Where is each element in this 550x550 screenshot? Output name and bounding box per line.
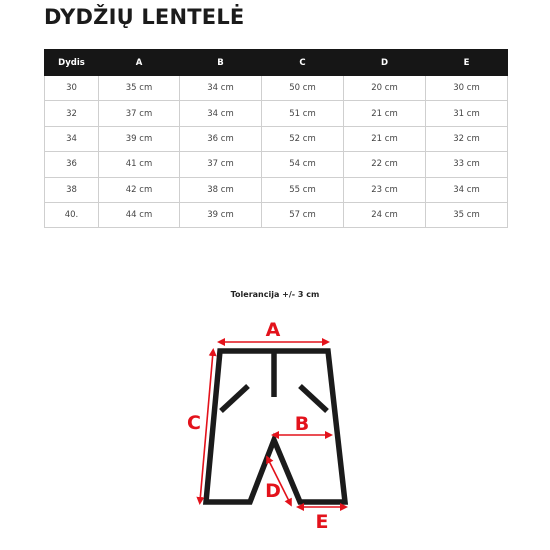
table-cell: 37 cm xyxy=(99,101,180,126)
table-cell: 38 xyxy=(45,177,99,202)
label-a: A xyxy=(265,319,281,341)
label-c: C xyxy=(187,412,201,434)
table-cell: 57 cm xyxy=(262,202,344,227)
label-b: B xyxy=(294,413,310,435)
table-cell: 34 cm xyxy=(426,177,508,202)
label-e: E xyxy=(315,511,329,533)
table-cell: 54 cm xyxy=(262,152,344,177)
table-cell: 21 cm xyxy=(344,126,426,151)
table-cell: 30 cm xyxy=(426,76,508,101)
table-cell: 21 cm xyxy=(344,101,426,126)
table-cell: 22 cm xyxy=(344,152,426,177)
table-cell: 39 cm xyxy=(99,126,180,151)
table-cell: 52 cm xyxy=(262,126,344,151)
table-cell: 34 cm xyxy=(180,76,262,101)
table-cell: 20 cm xyxy=(344,76,426,101)
table-cell: 33 cm xyxy=(426,152,508,177)
page-title: DYDŽIŲ LENTELĖ xyxy=(44,5,245,29)
table-cell: 40. xyxy=(45,202,99,227)
header-e: E xyxy=(426,50,508,76)
table-cell: 23 cm xyxy=(344,177,426,202)
left-pocket xyxy=(221,386,248,411)
right-pocket xyxy=(300,386,327,411)
header-d: D xyxy=(344,50,426,76)
tolerance-note: Tolerancija +/- 3 cm xyxy=(230,290,320,299)
table-cell: 39 cm xyxy=(180,202,262,227)
table-cell: 36 cm xyxy=(180,126,262,151)
table-cell: 38 cm xyxy=(180,177,262,202)
header-b: B xyxy=(180,50,262,76)
table-cell: 32 cm xyxy=(426,126,508,151)
table-cell: 50 cm xyxy=(262,76,344,101)
table-cell: 34 cm xyxy=(180,101,262,126)
label-d: D xyxy=(265,480,281,502)
table-cell: 41 cm xyxy=(99,152,180,177)
table-cell: 24 cm xyxy=(344,202,426,227)
table-cell: 35 cm xyxy=(99,76,180,101)
table-cell: 36 xyxy=(45,152,99,177)
table-cell: 44 cm xyxy=(99,202,180,227)
table-cell: 55 cm xyxy=(262,177,344,202)
header-size: Dydis xyxy=(45,50,99,76)
table-cell: 34 xyxy=(45,126,99,151)
header-c: C xyxy=(262,50,344,76)
header-a: A xyxy=(99,50,180,76)
table-cell: 31 cm xyxy=(426,101,508,126)
table-cell: 42 cm xyxy=(99,177,180,202)
table-cell: 30 xyxy=(45,76,99,101)
table-cell: 51 cm xyxy=(262,101,344,126)
table-cell: 37 cm xyxy=(180,152,262,177)
table-cell: 35 cm xyxy=(426,202,508,227)
table-cell: 32 xyxy=(45,101,99,126)
